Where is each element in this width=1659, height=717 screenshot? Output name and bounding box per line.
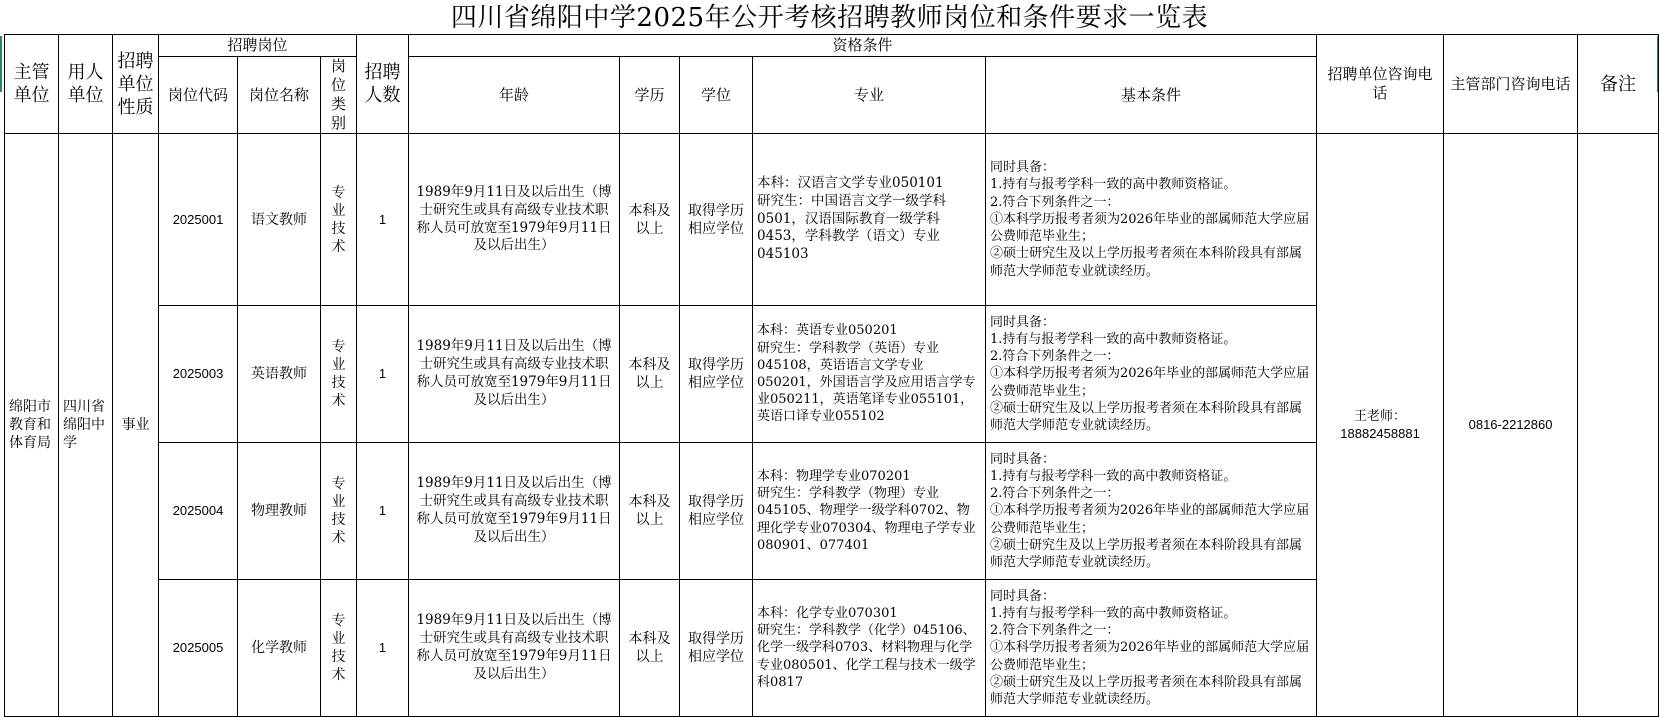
header-employer: 用人单位: [59, 35, 113, 134]
cell-degree: 取得学历相应学位: [680, 580, 753, 717]
cell-major: 本科：汉语言文学专业050101 研究生：中国语言文学一级学科0501，汉语国际教育一级学科0453，学科教学（语文）专业045103: [753, 134, 986, 306]
cell-major: 本科：英语专业050201 研究生：学科教学（英语）专业045108，英语语言文学专业050201，外国语言学及应用语言学专业050211，英语笔译专业055101，英语口译专业055102: [753, 306, 986, 443]
cell-basic: 同时具备： 1.持有与报考学科一致的高中教师资格证。 2.符合下列条件之一： ①本科学历报考者须为2026年毕业的部属师范大学应届公费师范毕业生； ②硕士研究生及以上学历报考者须在本科阶段具有部属师范大学师范专业就读经历。: [986, 443, 1317, 580]
cell-position-name: 化学教师: [238, 580, 321, 717]
header-count: 招聘人数: [357, 35, 409, 134]
recruitment-table: [4, 34, 1659, 717]
cell-major: 本科：化学专业070301 研究生：学科教学（化学）045106、化学一级学科0703、材料物理与化学专业080501、化学工程与技术一级学科0817: [753, 580, 986, 717]
left-edge-marker: [0, 36, 2, 92]
cell-basic: 同时具备： 1.持有与报考学科一致的高中教师资格证。 2.符合下列条件之一： ①本科学历报考者须为2026年毕业的部属师范大学应届公费师范毕业生； ②硕士研究生及以上学历报考者须在本科阶段具有部属师范大学师范专业就读经历。: [986, 580, 1317, 717]
cell-count: 1: [357, 580, 409, 717]
header-education: 学历: [620, 57, 680, 134]
cell-remark: [1578, 134, 1659, 717]
cell-position-name: 语文教师: [238, 134, 321, 306]
header-major: 专业: [753, 57, 986, 134]
header-nature: 招聘单位性质: [113, 35, 159, 134]
page-title: 四川省绵阳中学2025年公开考核招聘教师岗位和条件要求一览表: [450, 3, 1209, 33]
cell-employer: 四川省绵阳中学: [59, 134, 113, 717]
cell-position-code: 2025005: [159, 580, 238, 717]
header-age: 年龄: [409, 57, 620, 134]
cell-major: 本科：物理学专业070201 研究生：学科教学（物理）专业045105、物理学一级学科0702、物理化学专业070304、物理电子学专业080901、077401: [753, 443, 986, 580]
header-position-type: 岗位类别: [321, 57, 357, 134]
cell-position-type: 专业技术: [321, 134, 357, 306]
cell-nature: 事业: [113, 134, 159, 717]
cell-degree: 取得学历相应学位: [680, 134, 753, 306]
cell-education: 本科及以上: [620, 306, 680, 443]
cell-count: 1: [357, 443, 409, 580]
header-remark: 备注: [1578, 35, 1659, 134]
cell-position-code: 2025001: [159, 134, 238, 306]
cell-education: 本科及以上: [620, 134, 680, 306]
cell-position-type: 专业技术: [321, 306, 357, 443]
header-dept-phone: 主管部门咨询电话: [1444, 35, 1578, 134]
table-row: [5, 134, 1659, 306]
header-dept: 主管单位: [5, 35, 59, 134]
cell-position-type: 专业技术: [321, 580, 357, 717]
cell-age: 1989年9月11日及以后出生（博士研究生或具有高级专业技术职称人员可放宽至1979年9月11日及以后出生）: [409, 580, 620, 717]
cell-age: 1989年9月11日及以后出生（博士研究生或具有高级专业技术职称人员可放宽至1979年9月11日及以后出生）: [409, 443, 620, 580]
cell-position-code: 2025004: [159, 443, 238, 580]
header-basic: 基本条件: [986, 57, 1317, 134]
cell-unit-phone: 王老师：18882458881: [1317, 134, 1444, 717]
header-degree: 学位: [680, 57, 753, 134]
cell-degree: 取得学历相应学位: [680, 306, 753, 443]
cell-position-name: 物理教师: [238, 443, 321, 580]
cell-age: 1989年9月11日及以后出生（博士研究生或具有高级专业技术职称人员可放宽至1979年9月11日及以后出生）: [409, 134, 620, 306]
cell-basic: 同时具备： 1.持有与报考学科一致的高中教师资格证。 2.符合下列条件之一： ①本科学历报考者须为2026年毕业的部属师范大学应届公费师范毕业生； ②硕士研究生及以上学历报考者须在本科阶段具有部属师范大学师范专业就读经历。: [986, 306, 1317, 443]
cell-position-name: 英语教师: [238, 306, 321, 443]
cell-position-type: 专业技术: [321, 443, 357, 580]
cell-count: 1: [357, 306, 409, 443]
cell-education: 本科及以上: [620, 443, 680, 580]
cell-degree: 取得学历相应学位: [680, 443, 753, 580]
cell-age: 1989年9月11日及以后出生（博士研究生或具有高级专业技术职称人员可放宽至1979年9月11日及以后出生）: [409, 306, 620, 443]
header-qualification-group: 资格条件: [409, 35, 1317, 57]
header-position-code: 岗位代码: [159, 57, 238, 134]
header-position-name: 岗位名称: [238, 57, 321, 134]
cell-position-code: 2025003: [159, 306, 238, 443]
cell-count: 1: [357, 134, 409, 306]
cell-basic: 同时具备： 1.持有与报考学科一致的高中教师资格证。 2.符合下列条件之一： ①本科学历报考者须为2026年毕业的部属师范大学应届公费师范毕业生； ②硕士研究生及以上学历报考者须在本科阶段具有部属师范大学师范专业就读经历。: [986, 134, 1317, 306]
cell-dept: 绵阳市教育和体育局: [5, 134, 59, 717]
cell-dept-phone: 0816-2212860: [1444, 134, 1578, 717]
header-position-group: 招聘岗位: [159, 35, 357, 57]
header-unit-phone: 招聘单位咨询电话: [1317, 35, 1444, 134]
cell-education: 本科及以上: [620, 580, 680, 717]
